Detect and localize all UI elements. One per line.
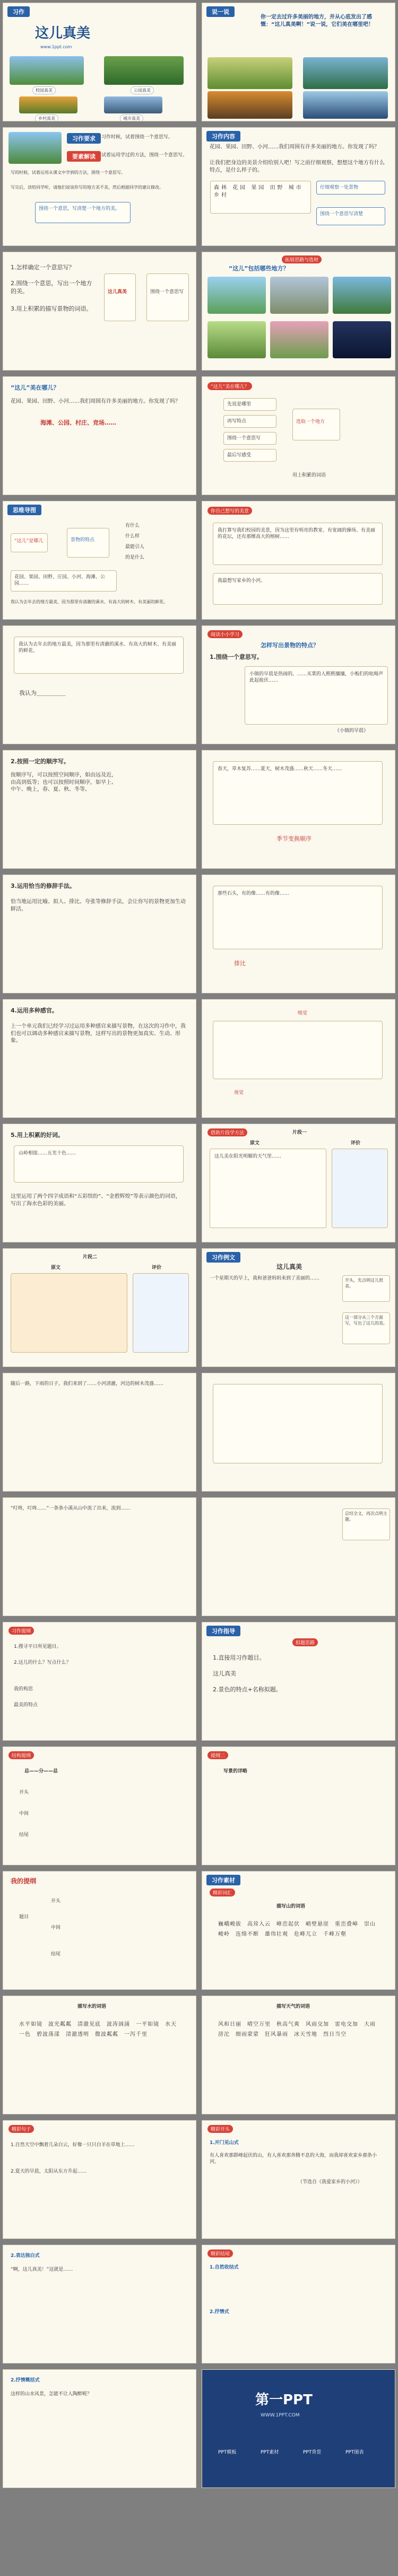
slide-guide[interactable] — [202, 1622, 395, 1741]
outline-row: 题目 — [19, 1915, 29, 1920]
body-text: 这里运用了两个四字成语和“五彩缤纷”、“金碧辉煌”等表示颜色的词语，写出了海水色彩的美丽。 — [11, 1194, 181, 1207]
branch: 有什么 — [125, 523, 140, 528]
word-grid: 巍峨峻拔 高耸入云 峰峦起伏 峭壁悬崖 重峦叠嶂 崇山峻岭 连绵不断 雄伟壮观 危峰兀立 千峰万壑 — [218, 1921, 376, 1937]
col-head: 原文 — [51, 1265, 61, 1271]
sub-heading: 2.抒情式 — [210, 2309, 229, 2315]
sub-heading: 1.自然收结式 — [210, 2265, 239, 2270]
slide-features[interactable] — [202, 625, 395, 744]
slide-content[interactable] — [202, 127, 395, 246]
list-item: 1.直接用习作题目。 — [213, 1654, 265, 1661]
slide-opening2[interactable] — [3, 2245, 196, 2363]
node — [11, 533, 48, 552]
note-text: 写的时候，试着运用从课文中学到的方法，围绕一个意思写。 — [11, 170, 125, 175]
example-box — [213, 523, 383, 565]
body-text: 恰当地运用比喻、拟人、排比、夸张等修辞手法，会让你写的景物更加生动鲜活。 — [11, 899, 186, 912]
tag: 习作例文 — [206, 1252, 240, 1263]
step-box — [223, 398, 276, 411]
speech-bubble — [35, 202, 131, 223]
concept-text: 这儿真美 — [108, 289, 127, 295]
slide-method[interactable] — [202, 376, 395, 495]
step-text: 围绕一个意思写 — [227, 436, 261, 441]
list-item: 1.怎样确定一个意思写？ — [11, 264, 75, 271]
passage-box — [11, 1273, 127, 1353]
brand-link[interactable]: PPT背景 — [303, 2450, 322, 2455]
photo — [303, 91, 388, 119]
slide-cover[interactable] — [3, 3, 196, 121]
bubble-text: 围绕一个意思写清楚 — [320, 211, 364, 217]
slide-material-mountain[interactable] — [202, 1871, 395, 1990]
words-box — [210, 181, 311, 214]
watermark-url: www.1ppt.com — [40, 45, 72, 49]
outline-row: 中间 — [51, 1925, 61, 1930]
caption: 城市真美 — [120, 114, 143, 121]
list-item: 1.搜寻平日所见题目。 — [14, 1644, 62, 1649]
node — [11, 570, 117, 592]
passage-box — [213, 761, 383, 825]
branch: 什么样 — [125, 534, 140, 539]
tip-text: 海滩、公园、村庄、竞场…… — [40, 419, 116, 426]
tag: 习作内容 — [206, 131, 240, 142]
slide-rhetoric-example[interactable] — [202, 875, 395, 993]
node-text: “这儿”是哪儿 — [14, 539, 44, 544]
segment-title: 片段一 — [292, 1130, 307, 1135]
slide-senses[interactable] — [3, 999, 196, 1118]
point: 2.按照一定的顺序写。 — [11, 758, 70, 765]
comment-box — [342, 1508, 390, 1540]
slide-senses-example[interactable] — [202, 999, 395, 1118]
sentence: “啊，这儿真美！”这就是…… — [11, 2267, 73, 2272]
col-head: 评价 — [152, 1265, 162, 1271]
sample-text: 一个星期天的早上，我和爸爸妈妈来到了美丽的…… — [210, 1276, 320, 1281]
tail-text: 用上积累的词语 — [292, 473, 326, 478]
slide-choice[interactable] — [202, 501, 395, 620]
slide-endings[interactable] — [202, 2245, 395, 2363]
passage-box — [210, 1149, 326, 1228]
sub-heading: 1.开门见山式 — [210, 2140, 239, 2146]
place-photo — [207, 277, 266, 314]
place-photo — [270, 321, 328, 358]
caption: 乡村真美 — [35, 114, 58, 121]
body-text: 花园、果园、田野、小河……我们周围有许多美丽的地方。你发现了吗？ — [11, 399, 180, 404]
section-flag: 借助片段学方法 — [207, 1128, 247, 1136]
sub-heading: 2.表达独白式 — [11, 2253, 40, 2259]
tag: 习作 — [7, 6, 30, 17]
node — [67, 528, 109, 558]
bubble-text: 围绕一个意思，写清楚一个地方的美。 — [39, 206, 120, 211]
tag: 习作指导 — [206, 1626, 240, 1636]
section-flag: 精彩开头 — [207, 2125, 233, 2133]
brand-link[interactable]: PPT素材 — [261, 2450, 279, 2455]
slide-ending2[interactable] — [3, 2369, 196, 2488]
comment-box — [342, 1275, 390, 1302]
note: 嗅觉 — [298, 1011, 308, 1016]
campus-photo — [10, 56, 84, 85]
step-text: 先说是哪里 — [227, 402, 252, 407]
slide-order-example[interactable] — [202, 750, 395, 869]
answer-line[interactable]: 我认为＿＿＿＿＿ — [19, 690, 66, 696]
speech-bubble — [316, 207, 385, 225]
concept-box — [146, 274, 189, 321]
slide-brand[interactable] — [202, 2369, 395, 2488]
content-text: 让我们把身边的美景介绍给别人吧！写之前仔细观察，想想这个地方有什么特点，是什么样子的。 — [210, 160, 385, 173]
outline-row: 开头 — [51, 1899, 61, 1904]
caption: 公园真美 — [131, 86, 154, 94]
item: 结尾 — [19, 1832, 29, 1838]
slide-sample-end2[interactable] — [202, 1497, 395, 1616]
node-text: 花园、果园、田野、庄园、小河、海滩、公园…… — [14, 575, 106, 587]
item: 开头 — [19, 1790, 29, 1795]
speech-bubble — [316, 181, 385, 195]
eval-box — [332, 1149, 388, 1228]
note: 排比 — [234, 960, 246, 967]
list-item: 这儿真美 — [213, 1670, 236, 1677]
concept-box — [104, 274, 136, 321]
passage-text: 春天，草木复苏……夏天，树木茂盛……秋天……冬天…… — [218, 766, 342, 772]
landscape-photo — [8, 132, 62, 164]
place-photo — [270, 277, 328, 314]
brand-name: 第一PPT — [255, 2392, 313, 2408]
segment-title: 片段二 — [83, 1255, 98, 1260]
slide-words[interactable] — [3, 1124, 196, 1242]
list-item: 3.用上积累的描写景物的词语。 — [11, 305, 92, 312]
sentence: 有人喜欢那群峰起伏的山，有人喜欢那奔腾不息的大海，而我却喜欢家乡那条小河。 — [210, 2153, 377, 2165]
brand-link[interactable]: PPT图表 — [345, 2450, 364, 2455]
list-item: 我的构思 — [14, 1687, 33, 1692]
question: 怎样写出景物的特点？ — [261, 642, 319, 649]
slide-material-water[interactable] — [3, 1996, 196, 2114]
slide-title: 这儿真美 — [35, 25, 91, 41]
item: 中间 — [19, 1811, 29, 1816]
content-text: 花园、果园、田野、小河……我们周围有许多美丽的地方。你发现了吗？ — [210, 144, 379, 150]
example-text: 我认为去年去的地方最美，因为那里有清澈的溪水、有高大的树木、有美丽的鲜花。 — [11, 599, 168, 604]
village-photo — [19, 96, 77, 113]
place-photo — [333, 321, 391, 358]
concept-text: 围绕一个意思写 — [150, 289, 184, 295]
point: 5.用上积累的好词。 — [11, 1132, 64, 1139]
slide-beauty[interactable] — [3, 376, 196, 495]
passage-box — [213, 886, 383, 949]
tag: 习作要求 — [67, 133, 101, 144]
passage-text: 那些石头，有的像……有的像…… — [218, 891, 290, 896]
passage-text: 山岭相接……五光十色…… — [19, 1151, 76, 1156]
slide-sample[interactable] — [202, 1248, 395, 1367]
section-flag: 结构提纲 — [8, 1751, 34, 1759]
sentence: 2.夏天的早晨，太阳从东方升起…… — [11, 2169, 87, 2174]
tag: 说一说 — [206, 6, 235, 17]
slide-mindmap[interactable] — [3, 501, 196, 620]
passage-text: 这儿美在阳光明媚的天气里…… — [214, 1154, 282, 1159]
brand-url[interactable]: WWW.1PPT.COM — [261, 2413, 300, 2418]
slide-rhetoric[interactable] — [3, 875, 196, 993]
note: 视觉 — [234, 1090, 244, 1096]
list-item: 最美的特点 — [14, 1702, 38, 1708]
tag: 习作素材 — [206, 1875, 240, 1885]
slide-talk[interactable] — [202, 3, 395, 121]
slide-segment2[interactable] — [3, 1248, 196, 1367]
slide-structure[interactable] — [3, 252, 196, 370]
point: 1.围绕一个意思写。 — [210, 654, 263, 660]
step-box — [223, 449, 276, 462]
slide-sentences[interactable] — [3, 2120, 196, 2239]
node-text: 景物的特点 — [71, 537, 95, 543]
sample-text: 随后一路，下雨的日子，我们来到了……小河清澈，河边的树木茂盛…… — [11, 1381, 164, 1387]
note-text: 写完后，读给同学听，请他们说说你写的地方美不美，然后根据同学的建议修改。 — [11, 185, 163, 190]
section-flag: 拟题思路 — [292, 1638, 318, 1646]
step-box — [223, 432, 276, 445]
passage-text: 小镇的早晨是热闹的。……买菜的人熙熙攘攘，小贩们的吆喝声此起彼伏…… — [249, 672, 384, 684]
slide-my-outline[interactable] — [3, 1871, 196, 1990]
section-flag: 拓展思路与选材 — [282, 255, 322, 263]
passage-box — [213, 1021, 383, 1079]
source: 《小镇的早晨》 — [335, 728, 369, 734]
sentence: 这样的山水风景，怎能不让人陶醉呢？ — [11, 2392, 92, 2397]
sub-heading: 2.抒情概括式 — [11, 2378, 40, 2383]
chart-title: 写景的详略 — [223, 1769, 248, 1774]
comment-box — [342, 1312, 390, 1344]
point: 3.运用恰当的修辞手法。 — [11, 883, 75, 889]
place-photo — [207, 321, 266, 358]
slide-answer[interactable] — [3, 625, 196, 744]
slide-openings[interactable] — [202, 2120, 395, 2239]
section-flag: 精彩词汇 — [210, 1889, 235, 1896]
chart-title: 总——分——总 — [24, 1769, 58, 1774]
comment-text: 这一部分从三个方面写，写出了这儿的美。 — [345, 1315, 387, 1326]
center-text: 选取一个地方 — [296, 419, 325, 425]
outline-row: 结尾 — [51, 1952, 61, 1957]
step-text: 最后写感受 — [227, 453, 252, 458]
section-flag: 提纲二 — [207, 1751, 228, 1759]
body-text: 按顺序写，可以按照空间顺序，如由远及近，由高到低等；也可以按照时间顺序，如早上、中午、晚上，春、夏、秋、冬等。 — [11, 772, 117, 792]
slide-sample-cont2[interactable] — [202, 1373, 395, 1492]
branch: 最能引人 — [125, 544, 145, 550]
list-item: 2.景色的特点+名称拟题。 — [213, 1686, 282, 1693]
passage-box — [245, 666, 388, 725]
slide-outline[interactable] — [3, 1622, 196, 1741]
place-photo — [333, 277, 391, 314]
passage-box — [213, 1384, 383, 1463]
word-grid: 水平如镜 波光粼粼 清澈见底 波涛汹涌 一平如镜 水天一色 碧波荡漾 清澈透明 微波粼粼 一泻千里 — [19, 2022, 177, 2037]
tag: 思维导图 — [7, 505, 41, 515]
note: 季节变换顺序 — [276, 835, 312, 842]
req-text: 习作时候，试着围绕一个意思写。 — [101, 135, 174, 140]
intro-text: 你一定去过许多美丽的地方，并从心底发出了感慨：“这儿真美啊！”说一说，它们美在哪里吧！ — [261, 14, 374, 28]
section-flag: 精彩句子 — [8, 2125, 34, 2133]
word-heading: 描写天气的词语 — [276, 2004, 310, 2009]
example-box — [213, 573, 383, 605]
word-grid: 风和日丽 晴空万里 秋高气爽 风雨交加 雷电交加 大雨滂沱 细雨蒙蒙 狂风暴雨 冰天雪地 烈日当空 — [218, 2022, 376, 2037]
slide-sample-cont[interactable] — [3, 1373, 196, 1492]
center-box — [292, 409, 340, 440]
slide-requirements[interactable] — [3, 127, 196, 246]
sample-title: 这儿真美 — [276, 1263, 302, 1271]
sentence: 1.自然天空中飘着几朵白云，好像一只只白羊在草地上…… — [11, 2142, 135, 2148]
slide-material-weather[interactable] — [202, 1996, 395, 2114]
city-photo — [104, 96, 162, 113]
example-box — [14, 637, 184, 674]
sample-text: “叮咚，叮咚……”一条条小溪从山中流了出来，流到…… — [11, 1506, 131, 1511]
word-list: 森林 花园 果园 田野 城市 乡村 — [214, 185, 304, 198]
comment-text: 开头，先点明这儿很美。 — [345, 1278, 383, 1289]
word-heading: 描写水的词语 — [77, 2004, 107, 2009]
list-item: 2.这儿的什么？写点什么？ — [14, 1660, 71, 1665]
example-text: 我认为去年去的地方最美，因为那里有清澈的溪水、有高大的树木、有美丽的鲜花。 — [19, 642, 177, 654]
section-flag: 阅读小小学习 — [207, 630, 243, 638]
park-photo — [104, 56, 184, 85]
word-heading: 描写山的词语 — [276, 1904, 306, 1909]
question: “这儿”包括哪些地方？ — [229, 265, 289, 272]
body-text: 上一个单元我们已经学习过运用多种感官来描写景物，在这次的习作中，我们也可以调动多种感官来描写景物，这样写出的景物更加真实、生动、形象。 — [11, 1024, 186, 1044]
photo — [207, 57, 292, 89]
slide-structure-outline[interactable] — [3, 1746, 196, 1865]
section-flag: “这儿”美在哪儿？ — [207, 382, 252, 390]
caption: 校园真美 — [32, 86, 56, 94]
branch: 的是什么 — [125, 555, 145, 560]
point: 4.运用多种感官。 — [11, 1007, 58, 1014]
example-text: 我打算写我们校园的美景，因为这里有明亮的教室、有宽阔的操场、有美丽的花坛，还有那棵高大的榕树…… — [218, 528, 376, 540]
slide-segment1[interactable] — [202, 1124, 395, 1242]
col-head: 评价 — [351, 1141, 361, 1146]
eval-box — [133, 1273, 189, 1353]
passage-box — [14, 1145, 184, 1183]
section-flag: 精彩结尾 — [207, 2249, 233, 2257]
step-box — [223, 415, 276, 428]
slide-sample-end[interactable] — [3, 1497, 196, 1616]
bubble-text: 仔细观察一处景物 — [320, 185, 359, 190]
brand-link[interactable]: PPT模板 — [218, 2450, 237, 2455]
comment-text: 总结全文，再次点明主题。 — [345, 1511, 387, 1522]
example-text: 我最想写家乡的小河。 — [218, 578, 266, 584]
col-head: 原文 — [250, 1141, 260, 1146]
slide-places[interactable] — [202, 252, 395, 370]
step-text: 再写特点 — [227, 419, 247, 424]
photo — [303, 57, 388, 89]
list-item: 2.围绕一个意思，写出一个地方的美。 — [11, 280, 92, 295]
slide-order[interactable] — [3, 750, 196, 869]
tag: 要素解读 — [67, 151, 101, 162]
photo — [207, 91, 292, 119]
section-flag: 你自己想写的美景 — [207, 507, 252, 515]
read-text: 试着运用学过的方法，围绕一个意思写。 — [101, 153, 188, 158]
outline-title: 我的提纲 — [11, 1877, 37, 1885]
source: （节选自《我爱家乡的小河》） — [298, 2180, 362, 2185]
slide-outline-two[interactable] — [202, 1746, 395, 1865]
section-flag: 习作提纲 — [8, 1627, 34, 1635]
question: “这儿”美在哪儿？ — [11, 384, 59, 391]
